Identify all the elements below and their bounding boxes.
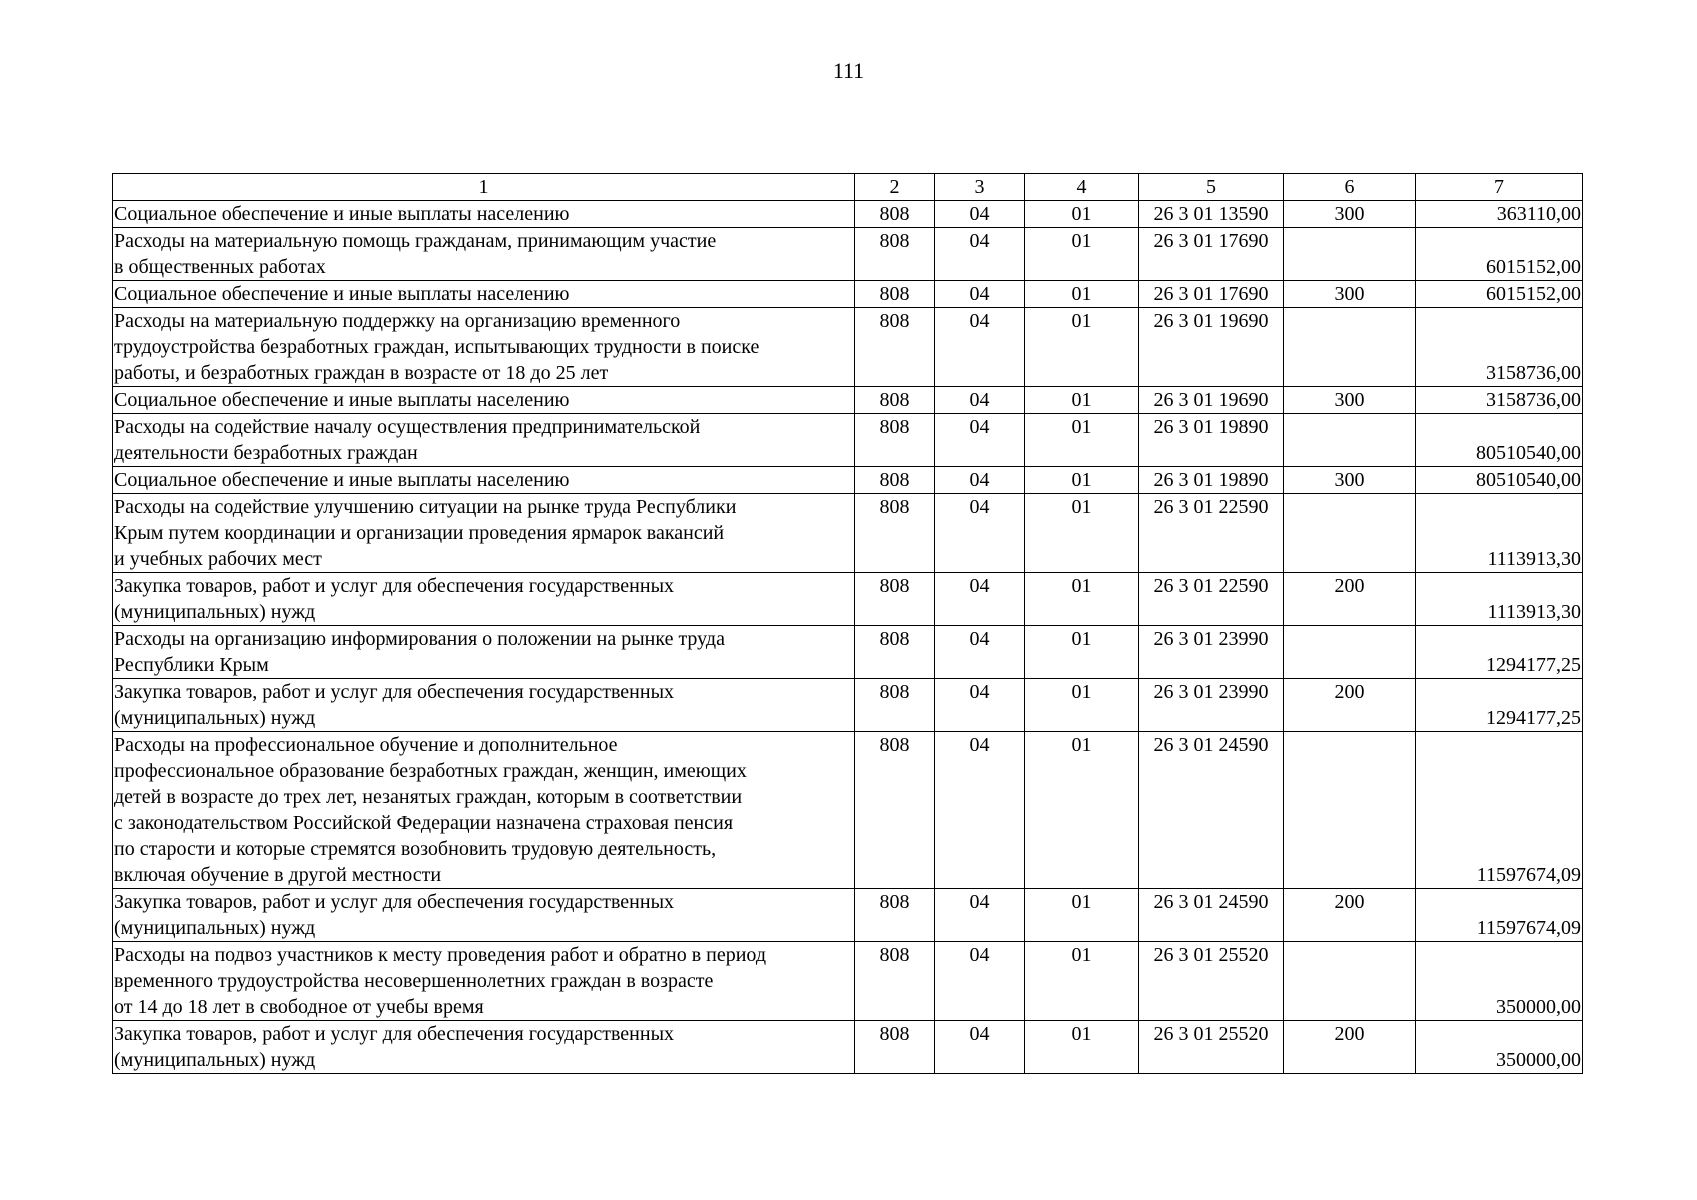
ministry-code-cell: 808 [855, 387, 935, 414]
section-code-cell: 04 [935, 467, 1025, 494]
table-row [113, 732, 1583, 889]
ministry-code-cell: 808 [855, 201, 935, 228]
expense-type-cell: 200 [1284, 1021, 1416, 1074]
expense-type-cell: 300 [1284, 281, 1416, 308]
subsection-code-cell: 01 [1025, 679, 1139, 732]
expense-type-cell: 300 [1284, 467, 1416, 494]
expense-description-cell: Расходы на содействие началу осуществления предпринимательской деятельности безработных граждан [113, 414, 855, 467]
expense-type-cell [1284, 732, 1416, 889]
subsection-code-cell: 01 [1025, 387, 1139, 414]
ministry-code-cell: 808 [855, 942, 935, 1021]
target-article-cell: 26 3 01 22590 [1139, 573, 1284, 626]
subsection-code-cell: 01 [1025, 414, 1139, 467]
target-article-cell: 26 3 01 19690 [1139, 308, 1284, 387]
target-article-cell: 26 3 01 19890 [1139, 414, 1284, 467]
expense-type-cell [1284, 626, 1416, 679]
expense-type-cell [1284, 942, 1416, 1021]
target-article-cell: 26 3 01 24590 [1139, 889, 1284, 942]
target-article-cell: 26 3 01 25520 [1139, 1021, 1284, 1074]
amount-cell: 80510540,00 [1416, 467, 1583, 494]
target-article-cell: 26 3 01 13590 [1139, 201, 1284, 228]
subsection-code-cell: 01 [1025, 201, 1139, 228]
table-row [113, 942, 1583, 1021]
amount-cell: 11597674,09 [1416, 732, 1583, 889]
expense-description-cell: Закупка товаров, работ и услуг для обеспечения государственных (муниципальных) нужд [113, 1021, 855, 1074]
subsection-code-cell: 01 [1025, 732, 1139, 889]
expense-type-cell: 200 [1284, 573, 1416, 626]
section-code-cell: 04 [935, 1021, 1025, 1074]
amount-cell: 1113913,30 [1416, 494, 1583, 573]
section-code-cell: 04 [935, 626, 1025, 679]
ministry-code-cell: 808 [855, 308, 935, 387]
expense-description-cell: Расходы на профессиональное обучение и дополнительное профессиональное образование безработных граждан, женщин, имеющих детей в возрасте до трех лет, незанятых граждан, которым в соответствии с законодательством Российской Федерации назначена страховая пенсия по старости и которые стремятся возобновить трудовую деятельность, включая обучение в другой местности [113, 732, 855, 889]
target-article-cell: 26 3 01 23990 [1139, 626, 1284, 679]
subsection-code-cell: 01 [1025, 467, 1139, 494]
table-row [113, 308, 1583, 387]
amount-cell: 350000,00 [1416, 1021, 1583, 1074]
amount-cell: 80510540,00 [1416, 414, 1583, 467]
table-row [113, 1021, 1583, 1074]
ministry-code-cell: 808 [855, 679, 935, 732]
section-code-cell: 04 [935, 889, 1025, 942]
table-row [113, 414, 1583, 467]
expense-type-cell [1284, 494, 1416, 573]
amount-cell: 350000,00 [1416, 942, 1583, 1021]
ministry-code-cell: 808 [855, 414, 935, 467]
table-row [113, 494, 1583, 573]
section-code-cell: 04 [935, 732, 1025, 889]
column-header: 2 [855, 174, 935, 201]
amount-cell: 3158736,00 [1416, 387, 1583, 414]
subsection-code-cell: 01 [1025, 494, 1139, 573]
table-row [113, 387, 1583, 414]
expense-type-cell: 300 [1284, 387, 1416, 414]
expense-type-cell [1284, 414, 1416, 467]
subsection-code-cell: 01 [1025, 626, 1139, 679]
ministry-code-cell: 808 [855, 281, 935, 308]
amount-cell: 1113913,30 [1416, 573, 1583, 626]
subsection-code-cell: 01 [1025, 1021, 1139, 1074]
subsection-code-cell: 01 [1025, 942, 1139, 1021]
target-article-cell: 26 3 01 19890 [1139, 467, 1284, 494]
section-code-cell: 04 [935, 228, 1025, 281]
section-code-cell: 04 [935, 942, 1025, 1021]
subsection-code-cell: 01 [1025, 889, 1139, 942]
expense-description-cell: Социальное обеспечение и иные выплаты населению [113, 387, 855, 414]
expense-description-cell: Закупка товаров, работ и услуг для обеспечения государственных (муниципальных) нужд [113, 679, 855, 732]
expense-type-cell: 300 [1284, 201, 1416, 228]
section-code-cell: 04 [935, 201, 1025, 228]
target-article-cell: 26 3 01 23990 [1139, 679, 1284, 732]
section-code-cell: 04 [935, 573, 1025, 626]
section-code-cell: 04 [935, 387, 1025, 414]
ministry-code-cell: 808 [855, 626, 935, 679]
table-row [113, 573, 1583, 626]
table-row [113, 889, 1583, 942]
expense-type-cell [1284, 228, 1416, 281]
expense-description-cell: Расходы на подвоз участников к месту проведения работ и обратно в период временного трудоустройства несовершеннолетних граждан в возрасте от 14 до 18 лет в свободное от учебы время [113, 942, 855, 1021]
expense-description-cell: Расходы на организацию информирования о положении на рынке труда Республики Крым [113, 626, 855, 679]
expense-type-cell: 200 [1284, 679, 1416, 732]
target-article-cell: 26 3 01 19690 [1139, 387, 1284, 414]
table-row [113, 281, 1583, 308]
section-code-cell: 04 [935, 281, 1025, 308]
amount-cell: 363110,00 [1416, 201, 1583, 228]
budget-table [112, 173, 1583, 1074]
column-header: 1 [113, 174, 855, 201]
amount-cell: 3158736,00 [1416, 308, 1583, 387]
column-header: 5 [1139, 174, 1284, 201]
table-row [113, 228, 1583, 281]
section-code-cell: 04 [935, 679, 1025, 732]
page-number: 111 [832, 58, 865, 83]
expense-description-cell: Социальное обеспечение и иные выплаты населению [113, 281, 855, 308]
column-header: 3 [935, 174, 1025, 201]
section-code-cell: 04 [935, 494, 1025, 573]
ministry-code-cell: 808 [855, 1021, 935, 1074]
column-header: 7 [1416, 174, 1583, 201]
subsection-code-cell: 01 [1025, 573, 1139, 626]
ministry-code-cell: 808 [855, 494, 935, 573]
ministry-code-cell: 808 [855, 732, 935, 889]
expense-description-cell: Социальное обеспечение и иные выплаты населению [113, 201, 855, 228]
expense-description-cell: Социальное обеспечение и иные выплаты населению [113, 467, 855, 494]
table-row [113, 679, 1583, 732]
ministry-code-cell: 808 [855, 228, 935, 281]
amount-cell: 1294177,25 [1416, 679, 1583, 732]
expense-type-cell [1284, 308, 1416, 387]
section-code-cell: 04 [935, 414, 1025, 467]
expense-description-cell: Расходы на содействие улучшению ситуации на рынке труда Республики Крым путем координации и организации проведения ярмарок вакансий и учебных рабочих мест [113, 494, 855, 573]
table-row [113, 201, 1583, 228]
ministry-code-cell: 808 [855, 467, 935, 494]
expense-description-cell: Расходы на материальную поддержку на организацию временного трудоустройства безработных граждан, испытывающих трудности в поиске работы, и безработных граждан в возрасте от 18 до 25 лет [113, 308, 855, 387]
ministry-code-cell: 808 [855, 573, 935, 626]
expense-description-cell: Расходы на материальную помощь гражданам, принимающим участие в общественных работах [113, 228, 855, 281]
column-header: 6 [1284, 174, 1416, 201]
subsection-code-cell: 01 [1025, 228, 1139, 281]
expense-description-cell: Закупка товаров, работ и услуг для обеспечения государственных (муниципальных) нужд [113, 573, 855, 626]
target-article-cell: 26 3 01 24590 [1139, 732, 1284, 889]
subsection-code-cell: 01 [1025, 281, 1139, 308]
target-article-cell: 26 3 01 25520 [1139, 942, 1284, 1021]
target-article-cell: 26 3 01 17690 [1139, 281, 1284, 308]
table-row [113, 626, 1583, 679]
column-header: 4 [1025, 174, 1139, 201]
amount-cell: 1294177,25 [1416, 626, 1583, 679]
section-code-cell: 04 [935, 308, 1025, 387]
ministry-code-cell: 808 [855, 889, 935, 942]
table-row [113, 467, 1583, 494]
target-article-cell: 26 3 01 17690 [1139, 228, 1284, 281]
amount-cell: 11597674,09 [1416, 889, 1583, 942]
expense-type-cell: 200 [1284, 889, 1416, 942]
amount-cell: 6015152,00 [1416, 281, 1583, 308]
target-article-cell: 26 3 01 22590 [1139, 494, 1284, 573]
expense-description-cell: Закупка товаров, работ и услуг для обеспечения государственных (муниципальных) нужд [113, 889, 855, 942]
subsection-code-cell: 01 [1025, 308, 1139, 387]
column-number-row [113, 174, 1583, 201]
amount-cell: 6015152,00 [1416, 228, 1583, 281]
